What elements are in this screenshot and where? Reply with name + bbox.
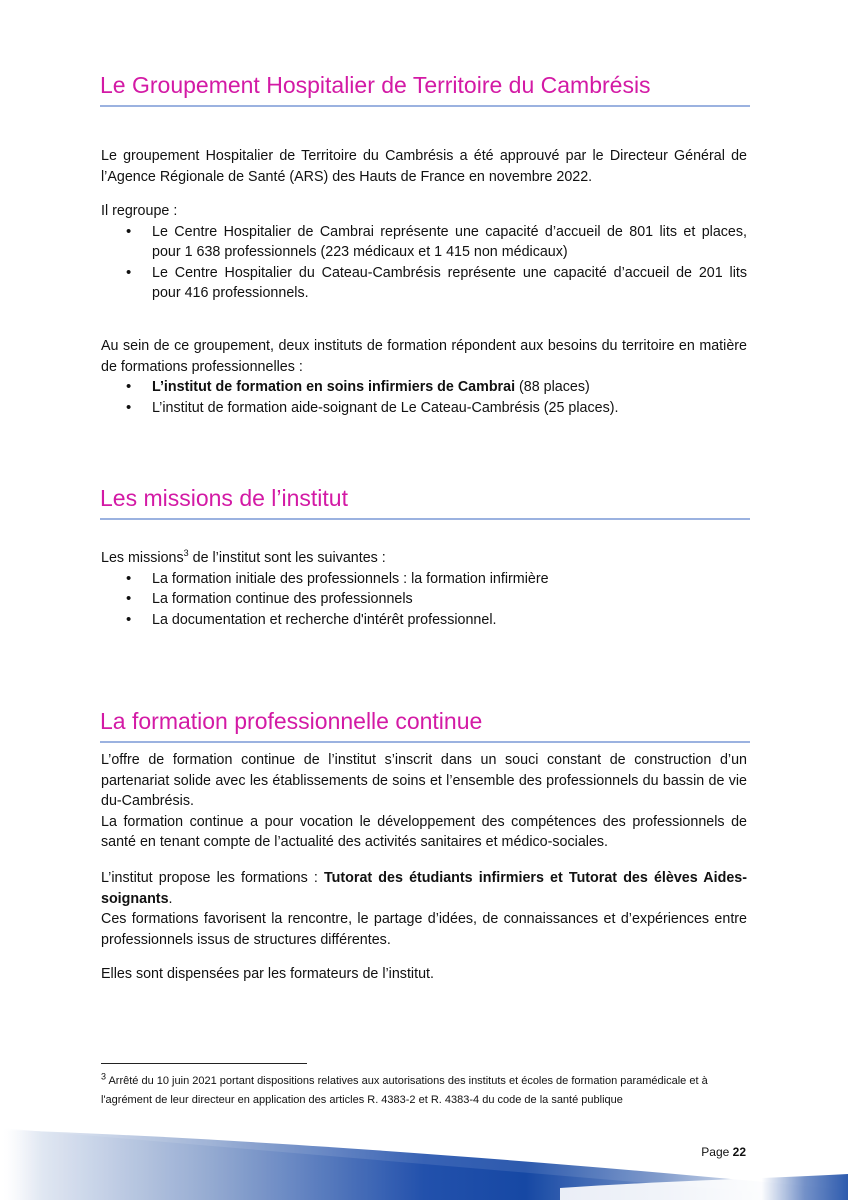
section-heading-formation-continue bbox=[100, 707, 750, 743]
formation-offer-end: . bbox=[168, 890, 173, 907]
formation-paragraph-4: Ces formations favorisent la rencontre, le partage d’idées, de connaissances et d’expériences entre professionnels issus de structures différentes. bbox=[101, 911, 747, 948]
page-label: Page bbox=[701, 1145, 733, 1159]
section-heading-text: Les missions de l’institut bbox=[100, 485, 348, 511]
ght-regroupe-label: Il regroupe : bbox=[101, 203, 178, 219]
footnote-separator bbox=[101, 1063, 307, 1064]
page-number-value: 22 bbox=[732, 1145, 746, 1159]
section-heading-missions bbox=[100, 484, 750, 520]
list-item: • Le Centre Hospitalier du Cateau-Cambrésis représente une capacité d’accueil de 201 lits pour 416 professionnels. bbox=[101, 263, 747, 304]
list-item: • La formation continue des professionnels bbox=[101, 589, 747, 610]
formation-paragraph-2: La formation continue a pour vocation le développement des compétences des professionnels de santé en tenant compte de l’actualité des activités sanitaires et médico-sociales. bbox=[101, 813, 747, 851]
footnote-reference: 3 bbox=[183, 548, 189, 559]
instituts-block bbox=[101, 336, 747, 418]
footnote bbox=[101, 1072, 751, 1110]
formation-continue-block bbox=[101, 750, 747, 853]
footer-wave-graphic bbox=[0, 1128, 848, 1200]
missions-intro bbox=[101, 548, 747, 569]
list-item: • Le Centre Hospitalier de Cambrai représente une capacité d’accueil de 801 lits et places, pour 1 638 professionnels (223 médicaux et 1 415 non médicaux) bbox=[101, 222, 747, 263]
section-heading-ght bbox=[100, 71, 750, 107]
missions-intro-start: Les missions bbox=[101, 550, 184, 566]
formation-paragraph-5: Elles sont dispensées par les formateurs de l’institut. bbox=[101, 966, 434, 982]
institut-text: L’institut de formation aide-soignant de Le Cateau-Cambrésis (25 places). bbox=[152, 399, 619, 416]
ght-members-list bbox=[101, 222, 747, 304]
list-item bbox=[101, 377, 747, 398]
ght-members-block bbox=[101, 201, 747, 304]
formations-offer-block bbox=[101, 868, 747, 950]
list-item bbox=[101, 398, 747, 419]
formation-offer-start: L’institut propose les formations : bbox=[101, 870, 324, 886]
instituts-intro-text: Au sein de ce groupement, deux instituts de formation répondent aux besoins du territoire en matière de formations professionnelles : bbox=[101, 338, 747, 375]
missions-block bbox=[101, 548, 747, 630]
formation-closing-block bbox=[101, 964, 747, 985]
formation-paragraph-3 bbox=[101, 868, 747, 909]
ght-intro-text: Le groupement Hospitalier de Territoire du Cambrésis a été approuvé par le Directeur Général de l’Agence Régionale de Santé (ARS) des Hauts de France en novembre 2022. bbox=[101, 148, 747, 185]
section-heading-text: Le Groupement Hospitalier de Territoire du Cambrésis bbox=[100, 72, 651, 98]
list-item: • La formation initiale des professionnels : la formation infirmière bbox=[101, 569, 747, 590]
formation-offer-bold: Tutorat des étudiants infirmiers et Tutorat des élèves Aides-soignants bbox=[101, 870, 747, 907]
formation-paragraph-1: L’offre de formation continue de l’institut s’inscrit dans un souci constant de construction d’un partenariat solide avec les établissements de soins et l’ensemble des professionnels du bassin de vie du-Cambrésis. bbox=[101, 752, 747, 810]
ght-intro-paragraph bbox=[101, 146, 747, 187]
missions-list bbox=[101, 569, 747, 631]
missions-intro-end: de l’institut sont les suivantes : bbox=[188, 550, 386, 566]
page-number bbox=[701, 1145, 746, 1159]
footnote-text: Arrêté du 10 juin 2021 portant dispositions relatives aux autorisations des instituts et écoles de formation paramédicale et à l'agrément de leur directeur en application des articles R. 4383-2 et R. 4383-4 du code de la santé publique bbox=[101, 1075, 708, 1106]
section-heading-text: La formation professionnelle continue bbox=[100, 708, 483, 734]
institut-places: (88 places) bbox=[515, 379, 590, 396]
footnote-number: 3 bbox=[101, 1071, 107, 1082]
footer-decorative-band bbox=[0, 1128, 848, 1200]
instituts-list bbox=[101, 377, 747, 418]
institut-name-bold: L’institut de formation en soins infirmiers de Cambrai bbox=[152, 379, 516, 396]
list-item: • La documentation et recherche d'intérêt professionnel. bbox=[101, 610, 747, 631]
